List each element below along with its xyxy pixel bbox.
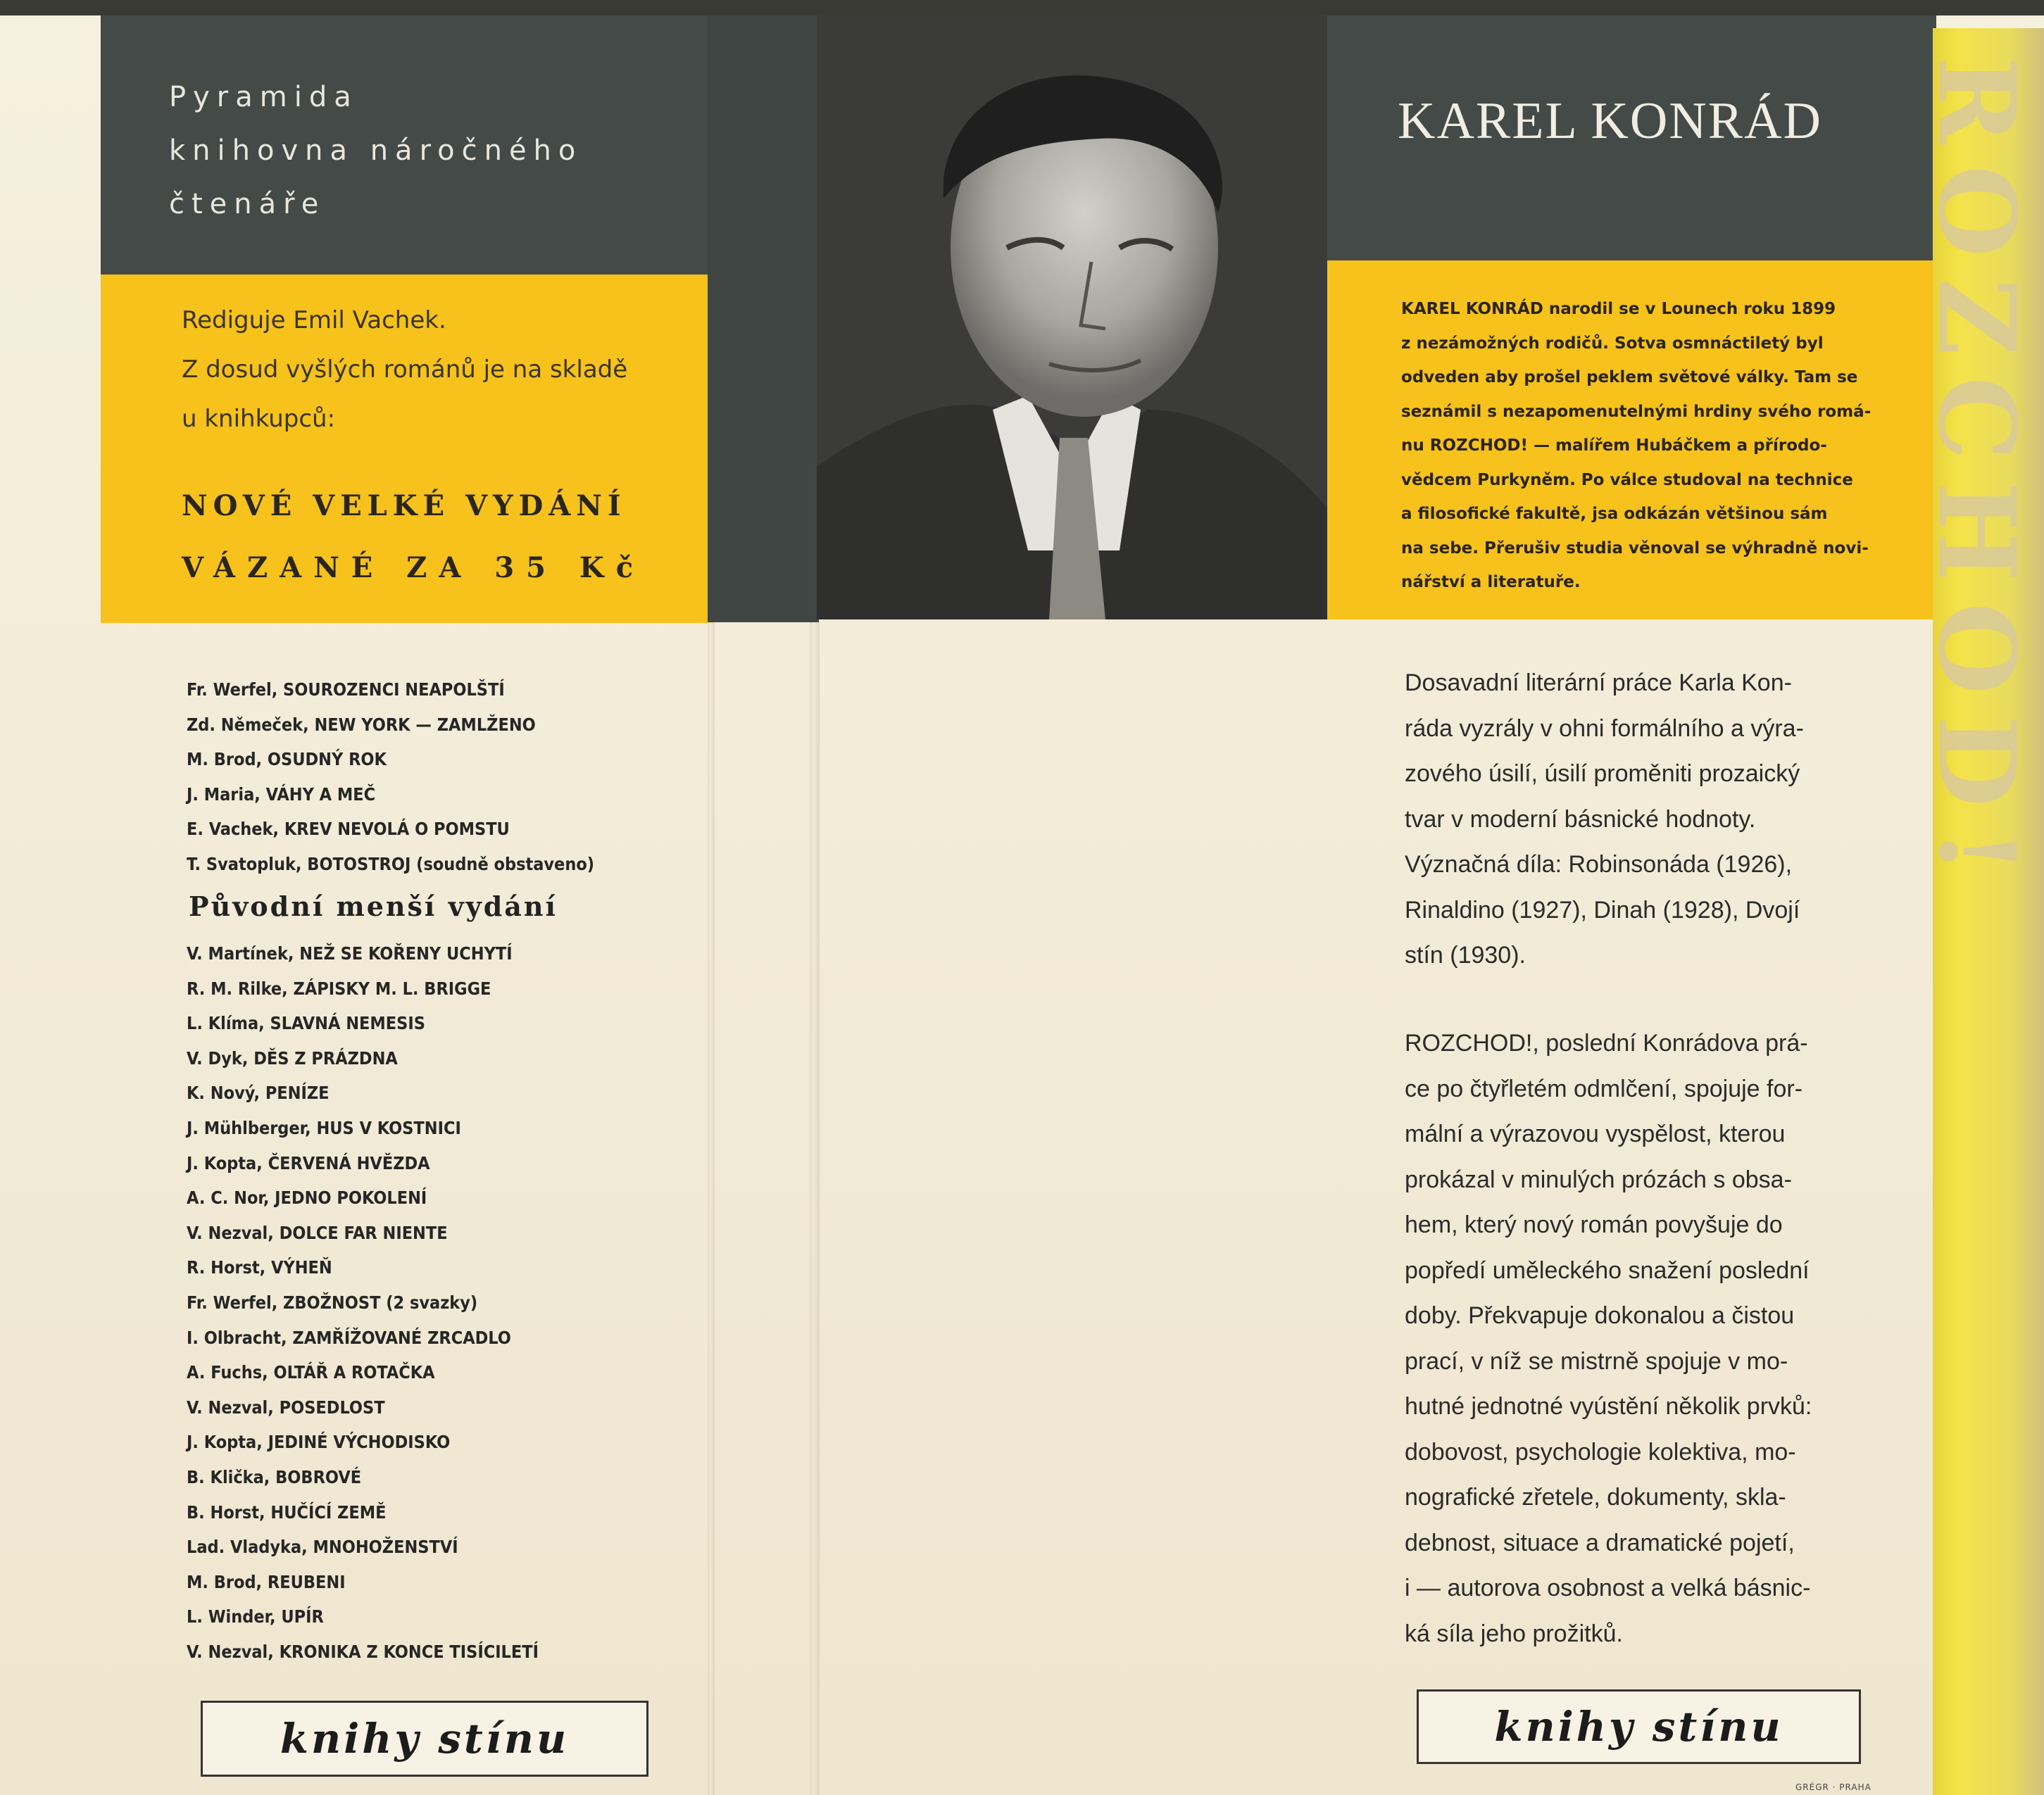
bio-line: odveden aby prošel peklem světové války. Tam se: [1401, 368, 1858, 386]
desc-line: debnost, situace a dramatické pojetí,: [1405, 1529, 1795, 1556]
list-item: Fr. Werfel, SOUROZENCI NEAPOLŠTÍ: [187, 679, 505, 700]
list-item: V. Nezval, POSEDLOST: [187, 1397, 385, 1418]
desc-line: hem, který nový román povyšuje do: [1405, 1211, 1783, 1238]
author-photo: [817, 15, 1327, 619]
publisher-logo-right: [1417, 1689, 1861, 1764]
list-item: Lad. Vladyka, MNOHOŽENSTVÍ: [187, 1537, 458, 1558]
list-item: V. Nezval, KRONIKA Z KONCE TISÍCILETÍ: [187, 1641, 539, 1662]
logo-text: knihy stínu: [280, 1715, 570, 1763]
bio-line: a filosofické fakultě, jsa odkázán většinou sám: [1401, 505, 1828, 523]
list-item: M. Brod, REUBENI: [187, 1571, 346, 1592]
logo-text: knihy stínu: [1494, 1703, 1783, 1751]
list-item: J. Mühlberger, HUS V KOSTNICI: [187, 1117, 461, 1138]
list-item: L. Klíma, SLAVNÁ NEMESIS: [187, 1013, 425, 1034]
desc-line: Dosavadní literární práce Karla Kon-: [1405, 669, 1792, 696]
list-item: J. Maria, VÁHY A MEČ: [187, 783, 376, 805]
list-item: J. Kopta, JEDINÉ VÝCHODISKO: [187, 1432, 451, 1453]
intro-line: Z dosud vyšlých románů je na skladě: [182, 355, 628, 384]
desc-line: mální a výrazovou vyspělost, kterou: [1405, 1121, 1786, 1147]
bio-line: seznámil s nezapomenutelnými hrdiny svého romá-: [1401, 402, 1871, 421]
desc-line: stín (1930).: [1405, 942, 1526, 969]
desc-line: tvar v moderní básnické hodnoty.: [1405, 805, 1756, 833]
list-item: I. Olbracht, ZAMŘÍŽOVANÉ ZRCADLO: [187, 1327, 511, 1348]
author-name: KAREL KONRÁD: [1398, 92, 1822, 150]
series-title: [169, 70, 582, 231]
desc-line: Význačná díla: Robinsonáda (1926),: [1405, 851, 1793, 878]
list-item: V. Dyk, DĚS Z PRÁZDNA: [187, 1047, 398, 1069]
bio-line: KAREL KONRÁD narodil se v Lounech roku 1899: [1401, 300, 1836, 318]
desc-line: nografické zřetele, dokumenty, skla-: [1405, 1484, 1786, 1511]
desc-line: zového úsilí, úsilí proměniti prozaický: [1405, 760, 1800, 787]
fold-line-left: [708, 622, 715, 1795]
desc-line: hutné jednotné vyústění několik prvků:: [1405, 1393, 1812, 1420]
bio-line: na sebe. Přerušiv studia věnoval se výhradně novi-: [1401, 538, 1869, 558]
list-item: A. C. Nor, JEDNO POKOLENÍ: [187, 1188, 427, 1209]
series-line: Pyramida: [169, 81, 358, 113]
desc-line: ce po čtyřletém odmlčení, spojuje for-: [1405, 1075, 1803, 1102]
bio-line: z nezámožných rodičů. Sotva osmnáctiletý byl: [1401, 334, 1824, 353]
intro-line: Rediguje Emil Vachek.: [182, 306, 446, 334]
edition-headline-1: NOVÉ VELKÉ VYDÁNÍ: [182, 489, 627, 522]
small-edition-heading: Původní menší vydání: [189, 890, 558, 922]
desc-line: prokázal v minulých prózách s obsa-: [1405, 1166, 1792, 1193]
description-paragraph-2: [1405, 1021, 1898, 1656]
desc-line: ráda vyzrály v ohni formálního a výra-: [1405, 714, 1804, 742]
list-item: M. Brod, OSUDNÝ ROK: [187, 749, 387, 770]
description-paragraph-1: [1405, 660, 1898, 978]
bio-line: nu ROZCHOD! — malířem Hubáčkem a přírodo-: [1401, 436, 1827, 455]
desc-line: ká síla jeho prožitků.: [1405, 1620, 1623, 1647]
list-item: Zd. Němeček, NEW YORK — ZAMLŽENO: [187, 714, 536, 735]
spine-dark-top: [708, 15, 819, 622]
list-item: T. Svatopluk, BOTOSTROJ (soudně obstaveno): [187, 853, 595, 874]
list-item: B. Horst, HUČÍCÍ ZEMĚ: [187, 1501, 387, 1523]
list-item: Fr. Werfel, ZBOŽNOST (2 svazky): [187, 1292, 478, 1313]
printer-imprint: GRÉGR · PRAHA: [1795, 1782, 1871, 1792]
desc-line: popředí uměleckého snažení poslední: [1405, 1256, 1810, 1284]
desc-line: Rinaldino (1927), Dinah (1928), Dvojí: [1405, 896, 1800, 924]
desc-line: ROZCHOD!, poslední Konrádova prá-: [1405, 1030, 1808, 1057]
desc-line: dobovost, psychologie kolektiva, mo-: [1405, 1438, 1796, 1466]
top-edge-shadow: [0, 0, 2044, 15]
spine-title: ROZCHOD!: [1914, 56, 2038, 896]
bio-line: nářství a literatuře.: [1401, 573, 1581, 591]
big-edition-list: [187, 672, 792, 882]
publisher-logo-left: [201, 1701, 648, 1777]
desc-line: doby. Překvapuje dokonalou a čistou: [1405, 1302, 1795, 1329]
edition-headline-2: VÁZANÉ ZA 35 Kč: [182, 551, 646, 584]
list-item: R. Horst, VÝHEŇ: [187, 1257, 332, 1278]
intro-line: u knihkupců:: [182, 405, 336, 433]
bio-line: vědcem Purkyněm. Po válce studoval na technice: [1401, 470, 1853, 489]
portrait-illustration: [817, 15, 1327, 619]
small-edition-list: [187, 936, 792, 1669]
series-line: čtenáře: [169, 188, 326, 220]
list-item: J. Kopta, ČERVENÁ HVĚZDA: [187, 1152, 430, 1173]
list-item: V. Martínek, NEŽ SE KOŘENY UCHYTÍ: [187, 943, 513, 964]
list-item: A. Fuchs, OLTÁŘ A ROTAČKA: [187, 1362, 435, 1383]
desc-line: prací, v níž se mistrně spojuje v mo-: [1405, 1347, 1788, 1375]
list-item: E. Vachek, KREV NEVOLÁ O POMSTU: [187, 819, 510, 840]
list-item: V. Nezval, DOLCE FAR NIENTE: [187, 1222, 448, 1243]
list-item: L. Winder, UPÍR: [187, 1606, 324, 1627]
desc-line: i — autorova osobnost a velká básnic-: [1405, 1575, 1811, 1601]
list-item: K. Nový, PENÍZE: [187, 1083, 330, 1104]
list-item: R. M. Rilke, ZÁPISKY M. L. BRIGGE: [187, 978, 491, 999]
editor-intro: [182, 296, 627, 443]
author-bio: [1401, 292, 1908, 600]
list-item: B. Klička, BOBROVÉ: [187, 1466, 362, 1487]
spine-strip: [1914, 28, 2044, 1795]
series-line: knihovna náročného: [169, 134, 583, 167]
fold-line-right: [810, 622, 820, 1795]
